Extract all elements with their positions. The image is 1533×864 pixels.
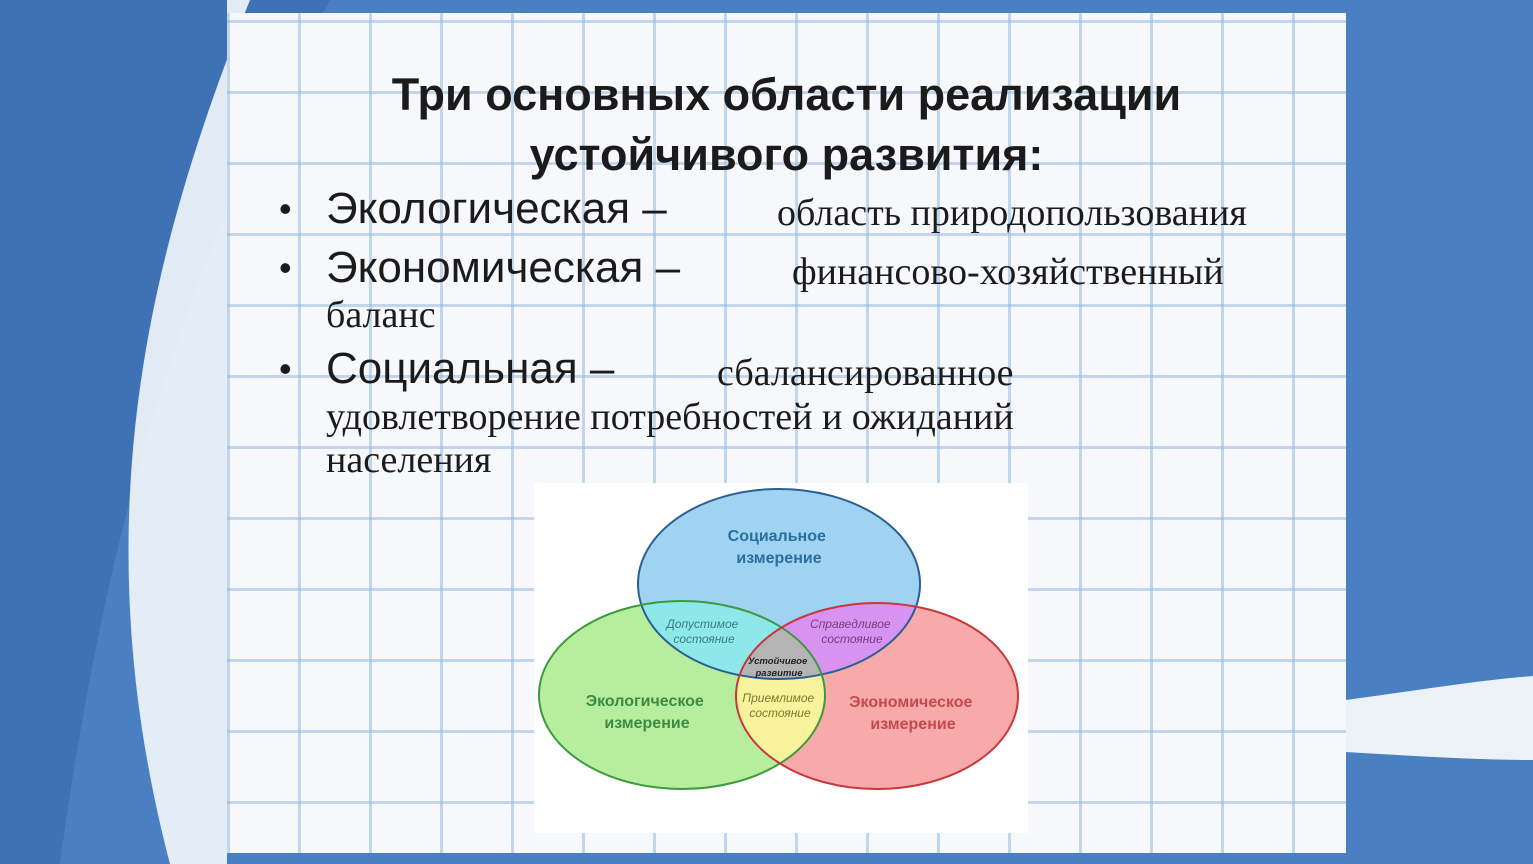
economic-label-line2: измерение [870,716,956,733]
ecological-economic-label-line1: Приемлимое [742,691,815,705]
ecological-economic-label-line2: состояние [749,706,811,720]
venn-diagram [227,13,1346,853]
social-economic-label-line2: состояние [821,632,883,646]
svg-text:Справедливое состояние [810,617,894,646]
bullet-desc: удовлетворение потребностей и ожиданий [326,396,1014,438]
bullet-dot: • [279,348,292,389]
social-economic-label-line1: Справедливое [810,617,891,631]
bullet-term: Экономическая – [326,243,681,292]
slide [227,13,1346,853]
center-label-line2: развитие [755,668,803,679]
svg-text:Приемлимое состояние [742,691,817,720]
svg-text:Допустимое состояние [664,617,741,646]
bullet-desc: сбалансированное [717,352,1014,394]
bullet-desc: баланс [326,294,436,336]
bullet-dot: • [279,247,292,288]
social-ecological-label-line1: Допустимое [666,617,739,631]
ecological-label-line1: Экологическое [585,693,704,710]
ecological-label-line2: измерение [604,715,690,732]
bullet-desc: населения [326,439,492,481]
economic-label-line1: Экономическое [849,694,973,711]
title-line-1: Три основных области реализации [391,69,1182,120]
bullet-dot: • [279,188,292,229]
bullet-desc: финансово-хозяйственный [792,251,1224,293]
bullet-desc: область природопользования [777,192,1247,234]
social-label-line1: Социальное [727,528,826,545]
bullet-term: Социальная – [326,344,615,393]
title-line-2: устойчивого развития: [529,129,1044,180]
social-ecological-label-line2: состояние [673,632,735,646]
svg-text:Устойчивое развитие [748,656,810,679]
center-label-line1: Устойчивое [748,656,808,667]
social-label-line2: измерение [736,550,822,567]
bullet-term: Экологическая – [326,184,667,233]
